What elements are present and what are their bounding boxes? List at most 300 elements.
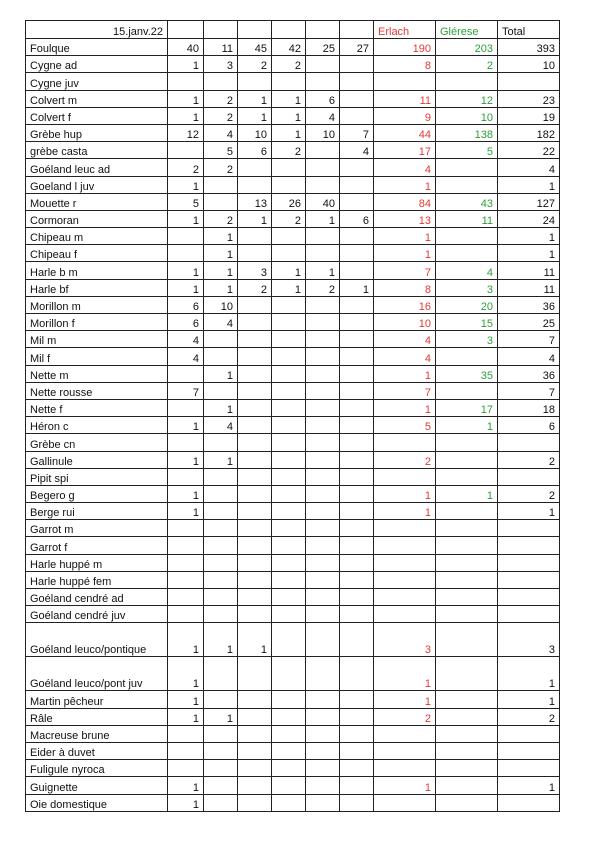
count-cell [204,777,238,794]
count-cell [238,451,272,468]
count-cell [272,417,306,434]
gleresse-cell: 1 [436,485,498,502]
count-cell: 1 [168,451,204,468]
gleresse-cell [436,348,498,365]
count-cell: 1 [204,228,238,245]
total-cell: 19 [498,107,560,124]
total-cell [498,571,560,588]
count-cell [306,417,340,434]
species-name: Pipit spi [26,468,168,485]
count-cell: 3 [238,262,272,279]
count-cell [238,296,272,313]
count-cell [340,193,374,210]
count-cell: 3 [204,56,238,73]
count-cell: 1 [168,176,204,193]
count-cell [272,725,306,742]
count-cell [340,794,374,811]
count-cell [238,554,272,571]
total-cell [498,468,560,485]
count-cell [272,296,306,313]
species-name: Harle b m [26,262,168,279]
count-cell: 7 [168,382,204,399]
count-cell: 1 [238,210,272,227]
count-cell [168,606,204,623]
gleresse-cell [436,623,498,657]
count-cell [168,73,204,90]
count-cell [306,399,340,416]
count-cell: 6 [168,296,204,313]
gleresse-cell: 43 [436,193,498,210]
count-cell [204,537,238,554]
count-cell [272,537,306,554]
count-cell [168,142,204,159]
count-cell: 7 [340,124,374,141]
erlach-cell: 1 [374,365,436,382]
count-cell [238,606,272,623]
count-cell: 26 [272,193,306,210]
gleresse-cell: 20 [436,296,498,313]
table-row [26,245,560,262]
gleresse-cell [436,159,498,176]
count-cell [204,794,238,811]
count-cell [272,503,306,520]
erlach-cell: 16 [374,296,436,313]
total-cell: 23 [498,90,560,107]
species-name: Macreuse brune [26,725,168,742]
species-name: Nette rousse [26,382,168,399]
count-cell [340,382,374,399]
species-name: Gallinule [26,451,168,468]
total-cell [498,725,560,742]
erlach-cell: 2 [374,451,436,468]
count-cell [306,382,340,399]
count-cell: 4 [204,417,238,434]
count-cell [340,520,374,537]
species-name: Morillon m [26,296,168,313]
gleresse-cell [436,537,498,554]
total-cell: 1 [498,691,560,708]
count-cell: 1 [168,485,204,502]
species-name: Fuligule nyroca [26,760,168,777]
erlach-cell: 5 [374,417,436,434]
erlach-cell [374,571,436,588]
table-row [26,382,560,399]
count-cell: 45 [238,39,272,56]
count-cell [306,296,340,313]
table-row [26,777,560,794]
count-cell: 1 [168,56,204,73]
table-row [26,210,560,227]
count-cell: 1 [168,279,204,296]
table-row [26,331,560,348]
erlach-cell: 4 [374,331,436,348]
erlach-cell [374,794,436,811]
count-cell [272,245,306,262]
count-cell: 1 [204,245,238,262]
erlach-cell: 8 [374,279,436,296]
count-cell [238,468,272,485]
count-cell [272,623,306,657]
gleresse-cell [436,434,498,451]
table-row [26,434,560,451]
species-name: Harle bf [26,279,168,296]
table-row [26,554,560,571]
erlach-cell [374,606,436,623]
table-row [26,90,560,107]
total-cell: 36 [498,365,560,382]
count-cell [204,434,238,451]
count-cell [272,760,306,777]
erlach-cell [374,760,436,777]
erlach-cell: 1 [374,228,436,245]
count-cell: 1 [168,210,204,227]
species-name: Colvert m [26,90,168,107]
total-cell [498,537,560,554]
count-cell: 4 [340,142,374,159]
erlach-cell: 9 [374,107,436,124]
species-name: Cygne ad [26,56,168,73]
total-cell [498,742,560,759]
species-name: Foulque [26,39,168,56]
count-cell [340,623,374,657]
count-cell [340,228,374,245]
table-row [26,468,560,485]
count-cell [340,107,374,124]
count-cell: 1 [168,503,204,520]
count-cell: 2 [238,279,272,296]
count-cell [238,742,272,759]
erlach-cell: 1 [374,777,436,794]
table-row [26,314,560,331]
empty-header-cell [204,21,238,39]
count-cell: 2 [204,90,238,107]
count-cell [168,434,204,451]
count-cell [168,365,204,382]
count-cell [340,725,374,742]
count-cell [238,365,272,382]
total-cell: 10 [498,56,560,73]
table-row [26,193,560,210]
date-cell: 15.janv.22 [26,21,168,39]
table-row [26,451,560,468]
count-cell [204,760,238,777]
gleresse-cell: 5 [436,142,498,159]
count-cell [306,142,340,159]
count-cell: 6 [306,90,340,107]
table-row [26,348,560,365]
count-cell [340,399,374,416]
species-name: Guignette [26,777,168,794]
erlach-cell: 8 [374,56,436,73]
species-name: Cygne juv [26,73,168,90]
count-cell [306,314,340,331]
count-cell: 1 [168,657,204,691]
erlach-cell [374,434,436,451]
species-name: Harle huppé fem [26,571,168,588]
count-cell [306,365,340,382]
count-cell [272,382,306,399]
gleresse-header: Glérese [436,21,498,39]
count-cell: 11 [204,39,238,56]
count-cell [168,228,204,245]
count-cell [340,742,374,759]
species-name: Goéland leuco/pont juv [26,657,168,691]
table-row [26,520,560,537]
count-cell [238,503,272,520]
total-cell: 6 [498,417,560,434]
count-cell [306,623,340,657]
gleresse-cell [436,794,498,811]
count-cell [238,657,272,691]
species-name: Mouette r [26,193,168,210]
count-cell [306,73,340,90]
count-cell: 1 [168,777,204,794]
count-cell [204,382,238,399]
total-cell [498,606,560,623]
erlach-cell: 1 [374,657,436,691]
count-cell: 1 [168,107,204,124]
count-cell: 1 [204,365,238,382]
count-cell [340,485,374,502]
gleresse-cell: 12 [436,90,498,107]
count-cell [340,434,374,451]
count-cell [340,176,374,193]
count-cell [238,228,272,245]
count-cell [340,571,374,588]
table-row [26,142,560,159]
count-cell [306,503,340,520]
count-cell: 1 [204,451,238,468]
count-cell: 1 [204,262,238,279]
count-cell [340,56,374,73]
total-cell [498,760,560,777]
gleresse-cell: 17 [436,399,498,416]
count-cell [306,176,340,193]
count-cell [168,760,204,777]
count-cell [306,691,340,708]
count-cell: 1 [204,708,238,725]
count-cell [168,399,204,416]
total-cell: 11 [498,279,560,296]
gleresse-cell: 1 [436,417,498,434]
count-cell [306,245,340,262]
erlach-cell: 3 [374,623,436,657]
species-name: Mil m [26,331,168,348]
gleresse-cell [436,382,498,399]
count-cell [168,468,204,485]
count-cell: 1 [272,279,306,296]
count-cell [204,468,238,485]
count-cell: 1 [272,262,306,279]
count-cell: 1 [204,279,238,296]
count-cell [238,245,272,262]
total-cell: 24 [498,210,560,227]
erlach-cell: 4 [374,348,436,365]
count-cell [306,606,340,623]
count-cell [238,73,272,90]
count-cell [306,725,340,742]
erlach-header: Erlach [374,21,436,39]
count-cell: 1 [306,262,340,279]
count-cell [340,589,374,606]
species-name: grèbe casta [26,142,168,159]
table-row [26,176,560,193]
count-cell [272,228,306,245]
table-row [26,399,560,416]
count-cell: 2 [204,107,238,124]
count-cell [272,571,306,588]
count-cell: 40 [306,193,340,210]
count-cell: 1 [306,210,340,227]
count-cell [238,760,272,777]
species-name: Oie domestique [26,794,168,811]
count-cell: 27 [340,39,374,56]
gleresse-cell [436,176,498,193]
gleresse-cell [436,589,498,606]
count-cell: 1 [168,691,204,708]
count-cell [238,777,272,794]
count-cell [204,331,238,348]
gleresse-cell: 3 [436,279,498,296]
total-cell: 7 [498,382,560,399]
count-cell: 1 [168,90,204,107]
count-cell [340,468,374,485]
total-cell: 127 [498,193,560,210]
count-cell [340,691,374,708]
count-cell [238,691,272,708]
erlach-cell: 13 [374,210,436,227]
gleresse-cell [436,228,498,245]
erlach-cell: 1 [374,245,436,262]
count-cell [272,742,306,759]
count-cell: 1 [168,708,204,725]
total-cell: 1 [498,657,560,691]
total-cell [498,554,560,571]
count-cell [306,708,340,725]
count-cell: 42 [272,39,306,56]
count-cell [340,537,374,554]
count-cell: 2 [168,159,204,176]
erlach-cell: 7 [374,262,436,279]
total-cell: 393 [498,39,560,56]
count-cell [272,691,306,708]
table-row [26,296,560,313]
count-cell [168,520,204,537]
empty-header-cell [272,21,306,39]
erlach-cell: 44 [374,124,436,141]
count-cell [306,520,340,537]
table-row [26,365,560,382]
gleresse-cell [436,503,498,520]
table-row [26,794,560,811]
gleresse-cell [436,708,498,725]
count-cell: 2 [238,56,272,73]
gleresse-cell [436,691,498,708]
gleresse-cell [436,520,498,537]
count-cell [204,725,238,742]
species-name: Berge rui [26,503,168,520]
count-cell [340,245,374,262]
count-cell [340,262,374,279]
count-cell [306,760,340,777]
total-cell: 1 [498,503,560,520]
count-cell [272,657,306,691]
total-cell: 3 [498,623,560,657]
table-row [26,589,560,606]
erlach-cell: 1 [374,399,436,416]
total-cell: 25 [498,314,560,331]
erlach-cell [374,468,436,485]
count-cell [238,331,272,348]
count-cell [340,760,374,777]
erlach-cell [374,589,436,606]
count-cell [204,503,238,520]
count-cell: 12 [168,124,204,141]
table-row [26,228,560,245]
erlach-cell: 84 [374,193,436,210]
species-name: Nette f [26,399,168,416]
table-row [26,760,560,777]
count-cell [238,159,272,176]
total-cell: 1 [498,245,560,262]
count-cell [204,73,238,90]
total-cell [498,520,560,537]
gleresse-cell [436,725,498,742]
total-cell: 36 [498,296,560,313]
gleresse-cell [436,777,498,794]
gleresse-cell [436,554,498,571]
count-cell: 2 [272,210,306,227]
count-cell [272,73,306,90]
table-row [26,159,560,176]
total-cell: 1 [498,228,560,245]
count-cell [272,159,306,176]
table-row [26,417,560,434]
count-cell [272,554,306,571]
total-cell: 182 [498,124,560,141]
count-cell [238,708,272,725]
count-cell [306,348,340,365]
count-cell [306,589,340,606]
count-cell [340,657,374,691]
count-cell [204,520,238,537]
count-cell: 4 [204,314,238,331]
count-cell [204,657,238,691]
count-cell: 1 [238,107,272,124]
gleresse-cell: 203 [436,39,498,56]
count-cell [238,399,272,416]
count-cell [306,794,340,811]
species-name: Goeland l juv [26,176,168,193]
species-name: Chipeau f [26,245,168,262]
total-cell: 22 [498,142,560,159]
count-cell [204,742,238,759]
count-cell [272,348,306,365]
total-header: Total [498,21,560,39]
count-cell: 2 [272,56,306,73]
total-cell: 1 [498,176,560,193]
total-cell: 1 [498,777,560,794]
total-cell [498,794,560,811]
species-name: Garrot f [26,537,168,554]
count-cell: 5 [204,142,238,159]
erlach-cell [374,520,436,537]
species-name: Goéland cendré juv [26,606,168,623]
gleresse-cell [436,73,498,90]
table-row [26,708,560,725]
species-name: Harle huppé m [26,554,168,571]
count-cell [340,417,374,434]
